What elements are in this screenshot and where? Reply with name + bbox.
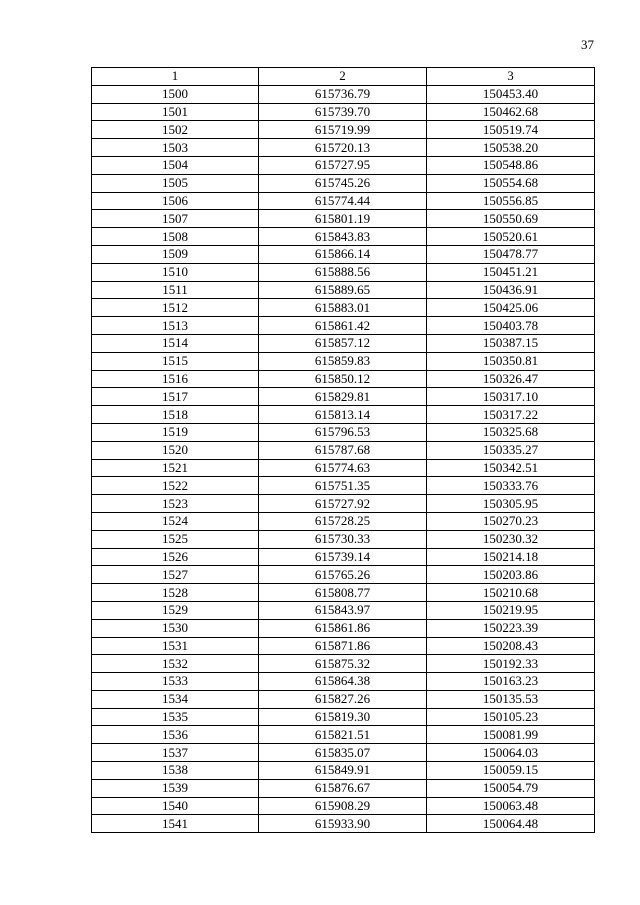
table-row <box>92 334 595 352</box>
y-coordinate-cell: 150538.20 <box>427 139 595 157</box>
x-coordinate-cell: 615861.86 <box>259 619 427 637</box>
point-number-cell: 1531 <box>92 637 259 655</box>
x-coordinate-cell: 615728.25 <box>259 512 427 530</box>
table-row <box>92 85 595 103</box>
y-coordinate-cell: 150135.53 <box>427 690 595 708</box>
x-coordinate-cell: 615765.26 <box>259 566 427 584</box>
x-coordinate-cell: 615829.81 <box>259 388 427 406</box>
table-row <box>92 281 595 299</box>
table-row <box>92 139 595 157</box>
y-coordinate-cell: 150451.21 <box>427 263 595 281</box>
x-coordinate-cell: 615745.26 <box>259 174 427 192</box>
table-row <box>92 619 595 637</box>
x-coordinate-cell: 615739.14 <box>259 548 427 566</box>
x-coordinate-cell: 615801.19 <box>259 210 427 228</box>
x-coordinate-cell: 615857.12 <box>259 334 427 352</box>
table-row <box>92 245 595 263</box>
y-coordinate-cell: 150335.27 <box>427 441 595 459</box>
table-row <box>92 263 595 281</box>
x-coordinate-cell: 615819.30 <box>259 708 427 726</box>
point-number-cell: 1501 <box>92 103 259 121</box>
column-header-2: 2 <box>259 68 427 86</box>
point-number-cell: 1502 <box>92 121 259 139</box>
x-coordinate-cell: 615727.92 <box>259 495 427 513</box>
page-number: 37 <box>581 37 594 52</box>
table-row <box>92 548 595 566</box>
table-row <box>92 103 595 121</box>
point-number-cell: 1524 <box>92 512 259 530</box>
x-coordinate-cell: 615835.07 <box>259 744 427 762</box>
table-row <box>92 762 595 780</box>
x-coordinate-cell: 615843.83 <box>259 228 427 246</box>
y-coordinate-cell: 150342.51 <box>427 459 595 477</box>
point-number-cell: 1534 <box>92 690 259 708</box>
y-coordinate-cell: 150063.48 <box>427 797 595 815</box>
point-number-cell: 1539 <box>92 779 259 797</box>
table-row <box>92 228 595 246</box>
table-row <box>92 566 595 584</box>
y-coordinate-cell: 150305.95 <box>427 495 595 513</box>
x-coordinate-cell: 615751.35 <box>259 477 427 495</box>
y-coordinate-cell: 150548.86 <box>427 156 595 174</box>
table-row <box>92 779 595 797</box>
table-row <box>92 317 595 335</box>
point-number-cell: 1503 <box>92 139 259 157</box>
table-row <box>92 370 595 388</box>
x-coordinate-cell: 615871.86 <box>259 637 427 655</box>
y-coordinate-cell: 150350.81 <box>427 352 595 370</box>
x-coordinate-cell: 615883.01 <box>259 299 427 317</box>
table-row <box>92 584 595 602</box>
point-number-cell: 1538 <box>92 762 259 780</box>
point-number-cell: 1527 <box>92 566 259 584</box>
point-number-cell: 1515 <box>92 352 259 370</box>
point-number-cell: 1510 <box>92 263 259 281</box>
point-number-cell: 1508 <box>92 228 259 246</box>
table-row <box>92 512 595 530</box>
y-coordinate-cell: 150478.77 <box>427 245 595 263</box>
x-coordinate-cell: 615875.32 <box>259 655 427 673</box>
x-coordinate-cell: 615849.91 <box>259 762 427 780</box>
point-number-cell: 1506 <box>92 192 259 210</box>
y-coordinate-cell: 150403.78 <box>427 317 595 335</box>
column-header-3: 3 <box>427 68 595 86</box>
column-header-1: 1 <box>92 68 259 86</box>
y-coordinate-cell: 150163.23 <box>427 673 595 691</box>
y-coordinate-cell: 150550.69 <box>427 210 595 228</box>
y-coordinate-cell: 150230.32 <box>427 530 595 548</box>
point-number-cell: 1517 <box>92 388 259 406</box>
y-coordinate-cell: 150214.18 <box>427 548 595 566</box>
y-coordinate-cell: 150081.99 <box>427 726 595 744</box>
table-body <box>92 85 595 832</box>
point-number-cell: 1520 <box>92 441 259 459</box>
x-coordinate-cell: 615889.65 <box>259 281 427 299</box>
point-number-cell: 1529 <box>92 601 259 619</box>
y-coordinate-cell: 150105.23 <box>427 708 595 726</box>
y-coordinate-cell: 150554.68 <box>427 174 595 192</box>
x-coordinate-cell: 615876.67 <box>259 779 427 797</box>
y-coordinate-cell: 150223.39 <box>427 619 595 637</box>
table-row <box>92 637 595 655</box>
table-row <box>92 299 595 317</box>
table-row <box>92 406 595 424</box>
table-row <box>92 477 595 495</box>
point-number-cell: 1528 <box>92 584 259 602</box>
point-number-cell: 1513 <box>92 317 259 335</box>
x-coordinate-cell: 615813.14 <box>259 406 427 424</box>
y-coordinate-cell: 150436.91 <box>427 281 595 299</box>
table-row <box>92 423 595 441</box>
point-number-cell: 1533 <box>92 673 259 691</box>
point-number-cell: 1519 <box>92 423 259 441</box>
point-number-cell: 1518 <box>92 406 259 424</box>
point-number-cell: 1516 <box>92 370 259 388</box>
y-coordinate-cell: 150270.23 <box>427 512 595 530</box>
table-row <box>92 726 595 744</box>
x-coordinate-cell: 615888.56 <box>259 263 427 281</box>
point-number-cell: 1535 <box>92 708 259 726</box>
point-number-cell: 1537 <box>92 744 259 762</box>
x-coordinate-cell: 615827.26 <box>259 690 427 708</box>
point-number-cell: 1505 <box>92 174 259 192</box>
point-number-cell: 1532 <box>92 655 259 673</box>
y-coordinate-cell: 150317.22 <box>427 406 595 424</box>
y-coordinate-cell: 150326.47 <box>427 370 595 388</box>
table-row <box>92 815 595 833</box>
table-row <box>92 156 595 174</box>
point-number-cell: 1511 <box>92 281 259 299</box>
y-coordinate-cell: 150064.03 <box>427 744 595 762</box>
y-coordinate-cell: 150219.95 <box>427 601 595 619</box>
table-row <box>92 708 595 726</box>
y-coordinate-cell: 150520.61 <box>427 228 595 246</box>
x-coordinate-cell: 615821.51 <box>259 726 427 744</box>
point-number-cell: 1522 <box>92 477 259 495</box>
y-coordinate-cell: 150519.74 <box>427 121 595 139</box>
table-row <box>92 655 595 673</box>
point-number-cell: 1514 <box>92 334 259 352</box>
table-row <box>92 459 595 477</box>
y-coordinate-cell: 150425.06 <box>427 299 595 317</box>
table-row <box>92 352 595 370</box>
y-coordinate-cell: 150387.15 <box>427 334 595 352</box>
x-coordinate-cell: 615719.99 <box>259 121 427 139</box>
x-coordinate-cell: 615787.68 <box>259 441 427 459</box>
table-row <box>92 192 595 210</box>
point-number-cell: 1540 <box>92 797 259 815</box>
table-header-row <box>92 68 595 86</box>
point-number-cell: 1507 <box>92 210 259 228</box>
point-number-cell: 1509 <box>92 245 259 263</box>
point-number-cell: 1500 <box>92 85 259 103</box>
point-number-cell: 1512 <box>92 299 259 317</box>
point-number-cell: 1541 <box>92 815 259 833</box>
x-coordinate-cell: 615727.95 <box>259 156 427 174</box>
x-coordinate-cell: 615720.13 <box>259 139 427 157</box>
table-row <box>92 673 595 691</box>
table-row <box>92 690 595 708</box>
y-coordinate-cell: 150325.68 <box>427 423 595 441</box>
table-row <box>92 441 595 459</box>
x-coordinate-cell: 615739.70 <box>259 103 427 121</box>
x-coordinate-cell: 615866.14 <box>259 245 427 263</box>
y-coordinate-cell: 150462.68 <box>427 103 595 121</box>
x-coordinate-cell: 615774.44 <box>259 192 427 210</box>
point-number-cell: 1525 <box>92 530 259 548</box>
table-row <box>92 121 595 139</box>
y-coordinate-cell: 150333.76 <box>427 477 595 495</box>
x-coordinate-cell: 615859.83 <box>259 352 427 370</box>
x-coordinate-cell: 615843.97 <box>259 601 427 619</box>
point-number-cell: 1521 <box>92 459 259 477</box>
point-number-cell: 1536 <box>92 726 259 744</box>
table-row <box>92 174 595 192</box>
table-row <box>92 797 595 815</box>
y-coordinate-cell: 150556.85 <box>427 192 595 210</box>
table-row <box>92 210 595 228</box>
point-number-cell: 1523 <box>92 495 259 513</box>
x-coordinate-cell: 615808.77 <box>259 584 427 602</box>
y-coordinate-cell: 150210.68 <box>427 584 595 602</box>
table-row <box>92 601 595 619</box>
y-coordinate-cell: 150203.86 <box>427 566 595 584</box>
x-coordinate-cell: 615736.79 <box>259 85 427 103</box>
x-coordinate-cell: 615908.29 <box>259 797 427 815</box>
table-row <box>92 495 595 513</box>
y-coordinate-cell: 150059.15 <box>427 762 595 780</box>
point-number-cell: 1530 <box>92 619 259 637</box>
table-row <box>92 388 595 406</box>
y-coordinate-cell: 150064.48 <box>427 815 595 833</box>
x-coordinate-cell: 615730.33 <box>259 530 427 548</box>
x-coordinate-cell: 615850.12 <box>259 370 427 388</box>
y-coordinate-cell: 150317.10 <box>427 388 595 406</box>
y-coordinate-cell: 150054.79 <box>427 779 595 797</box>
coordinates-table <box>91 67 595 833</box>
point-number-cell: 1526 <box>92 548 259 566</box>
x-coordinate-cell: 615861.42 <box>259 317 427 335</box>
x-coordinate-cell: 615864.38 <box>259 673 427 691</box>
x-coordinate-cell: 615796.53 <box>259 423 427 441</box>
table-row <box>92 744 595 762</box>
point-number-cell: 1504 <box>92 156 259 174</box>
y-coordinate-cell: 150208.43 <box>427 637 595 655</box>
y-coordinate-cell: 150453.40 <box>427 85 595 103</box>
y-coordinate-cell: 150192.33 <box>427 655 595 673</box>
x-coordinate-cell: 615933.90 <box>259 815 427 833</box>
table-row <box>92 530 595 548</box>
x-coordinate-cell: 615774.63 <box>259 459 427 477</box>
